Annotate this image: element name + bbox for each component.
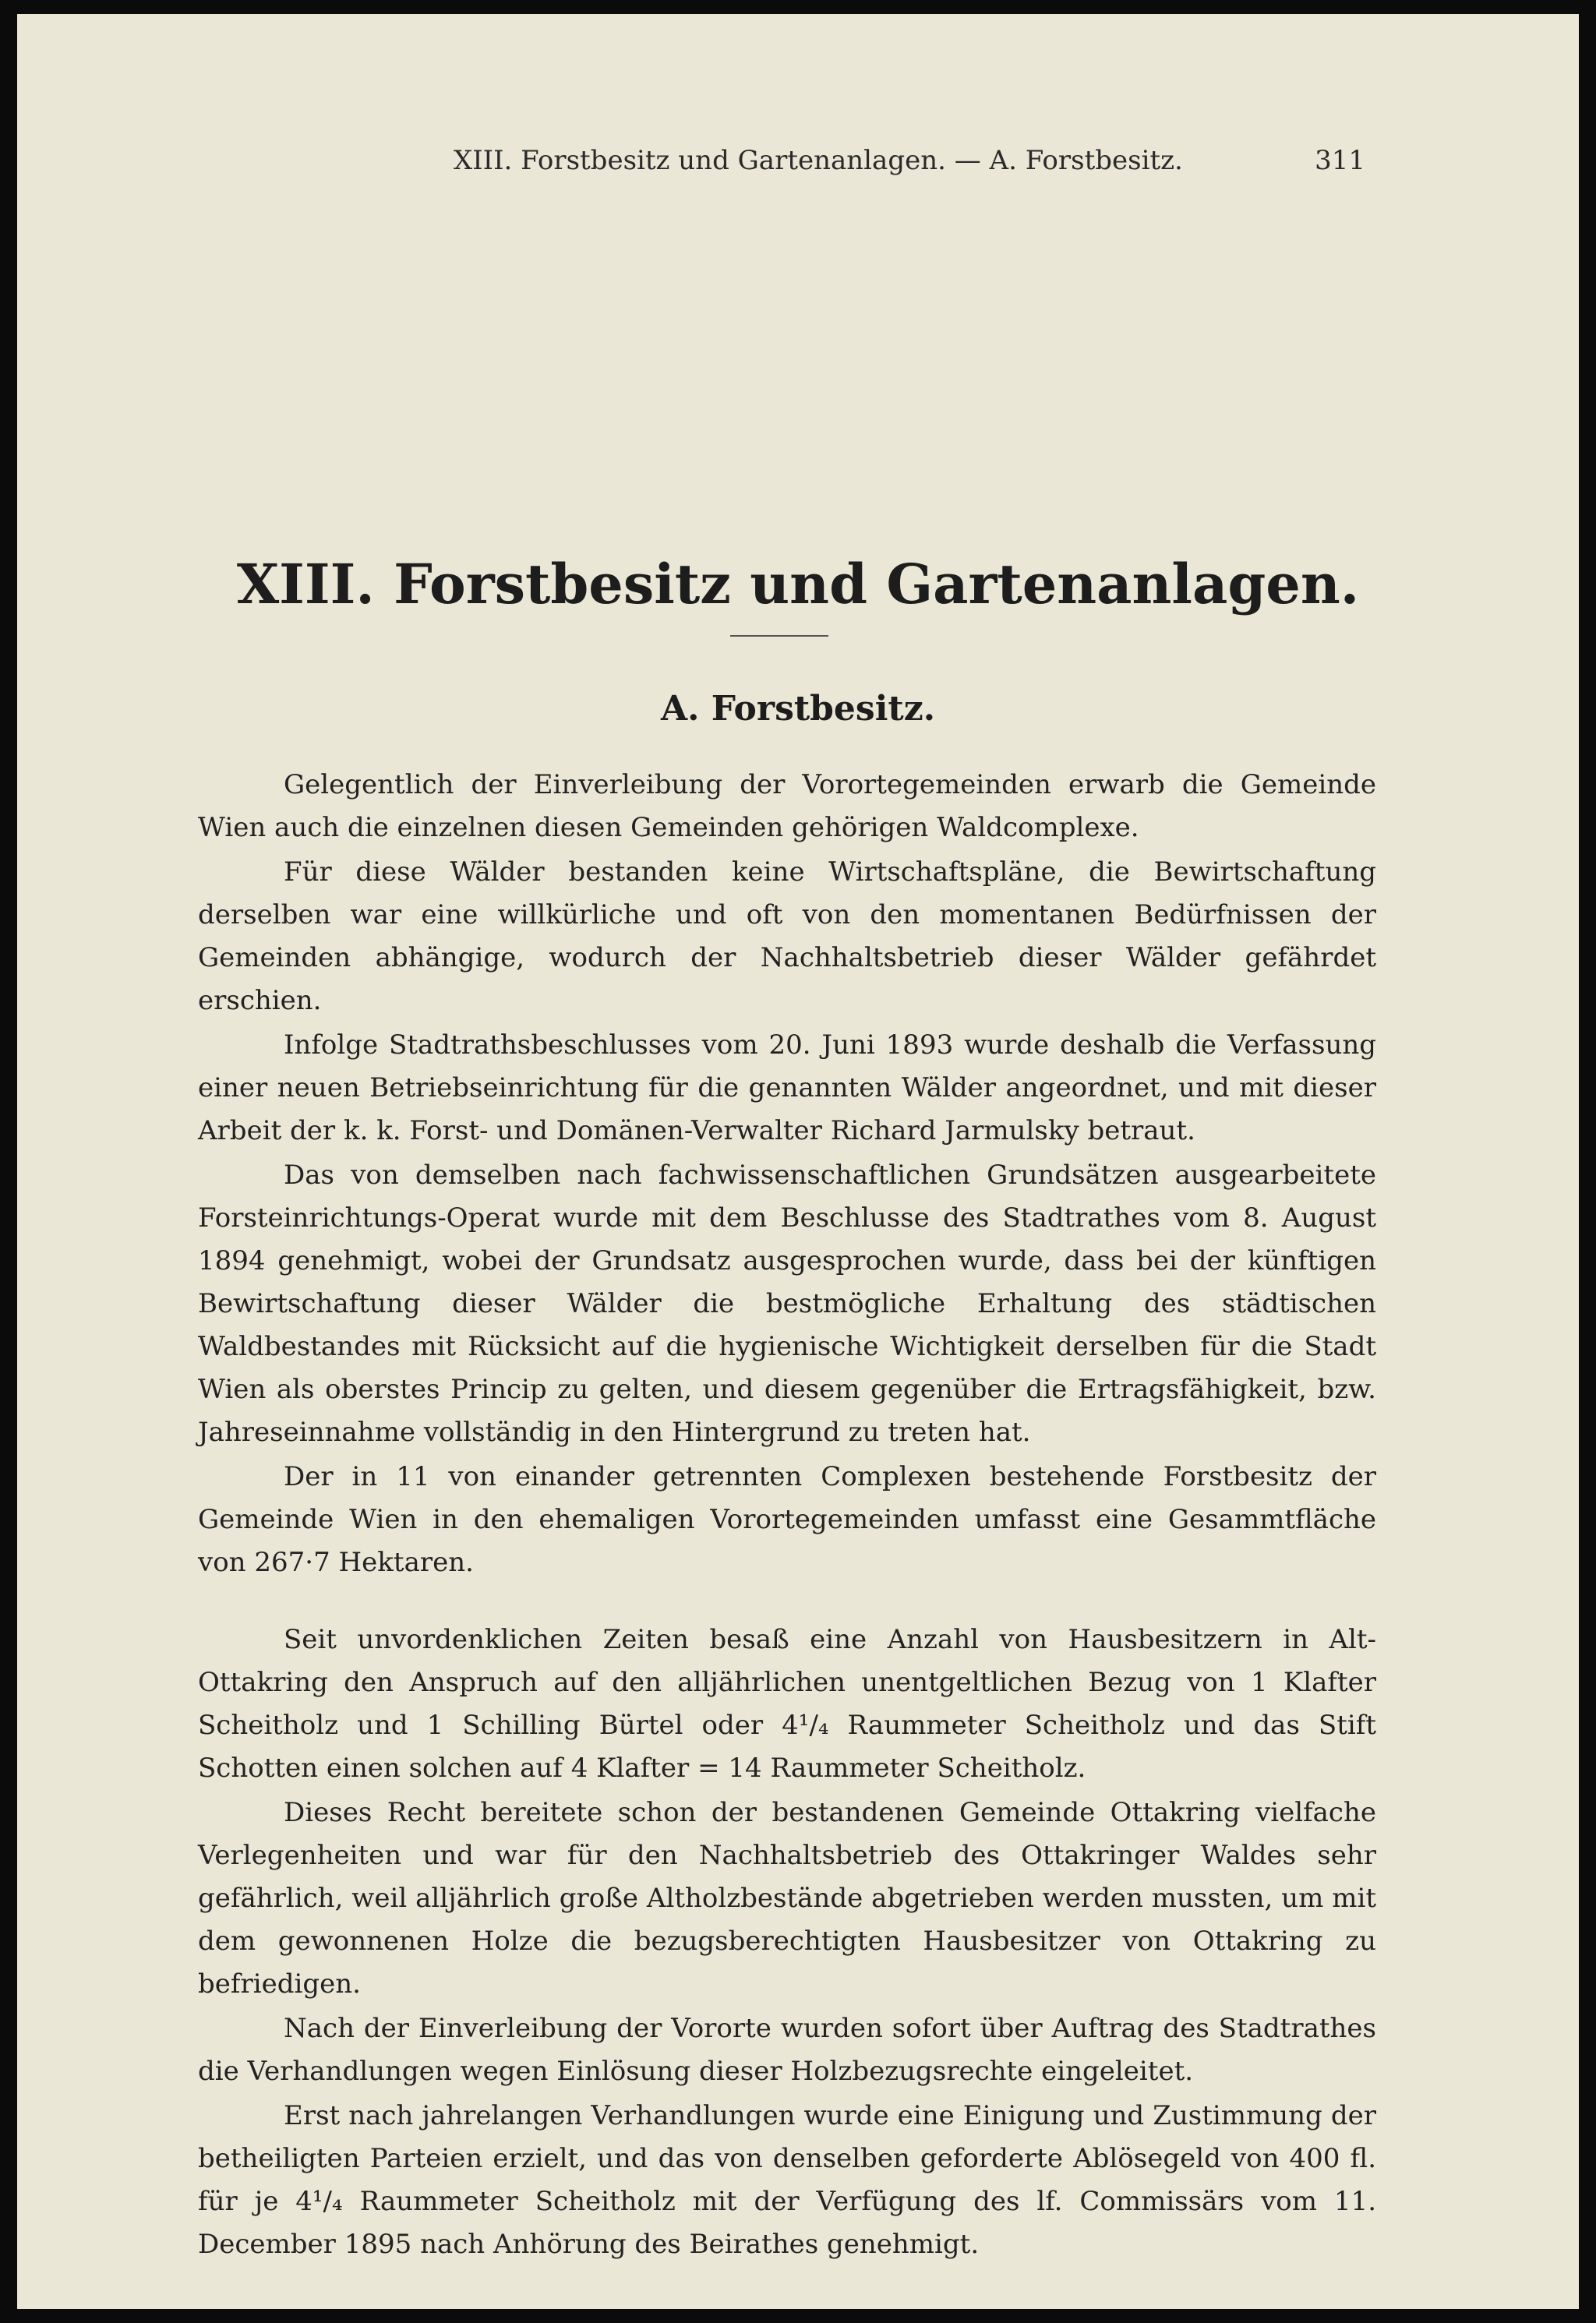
paragraph: Für diese Wälder bestanden keine Wirtschaftspläne, die Bewirtschaftung derselben war eine willkürliche und oft von den momentanen Bedürfnissen der Gemeinden abhängige, wodurch der Nachhaltsbetrieb dieser Wälder gefährdet erschien. bbox=[198, 856, 1376, 1016]
body-text bbox=[198, 764, 1376, 2268]
chapter-title: XIII. Forstbesitz und Gartenanlagen. bbox=[236, 552, 1360, 616]
paragraph: Seit unvordenklichen Zeiten besaß eine Anzahl von Hausbesitzern in Alt-Ottakring den Anspruch auf den alljährlichen unentgeltlichen Bezug von 1 Klafter Scheitholz und 1 Schilling Bürtel oder 4¹/₄ Raummeter Scheitholz und das Stift Schotten einen solchen auf 4 Klafter = 14 Raummeter Scheitholz. bbox=[198, 1624, 1376, 1784]
paragraph: Gelegentlich der Einverleibung der Vorortegemeinden erwarb die Gemeinde Wien auch die einzelnen diesen Gemeinden gehörigen Waldcomplexe. bbox=[198, 769, 1376, 843]
paragraph: Der in 11 von einander getrennten Complexen bestehende Forstbesitz der Gemeinde Wien in den ehemaligen Vorortegemeinden umfasst eine Gesammtfläche von 267·7 Hektaren. bbox=[198, 1461, 1376, 1578]
paragraph: Dieses Recht bereitete schon der bestandenen Gemeinde Ottakring vielfache Verlegenheiten und war für den Nachhaltsbetrieb des Ottakringer Waldes sehr gefährlich, weil alljährlich große Altholzbestände abgetrieben werden mussten, um mit dem gewonnenen Holze die bezugsberechtigten Hausbesitzer von Ottakring zu befriedigen. bbox=[198, 1797, 1376, 2000]
page-number: 311 bbox=[1315, 145, 1365, 176]
running-head-title: XIII. Forstbesitz und Gartenanlagen. — A. Forstbesitz. bbox=[454, 145, 1183, 176]
paragraph: Nach der Einverleibung der Vororte wurden sofort über Auftrag des Stadtrathes die Verhandlungen wegen Einlösung dieser Holzbezugsrechte eingeleitet. bbox=[198, 2013, 1376, 2087]
section-title: A. Forstbesitz. bbox=[660, 689, 936, 729]
paragraph: Das von demselben nach fachwissenschaftlichen Grundsätzen ausgearbeitete Forsteinrichtungs-Operat wurde mit dem Beschlusse des Stadtrathes vom 8. August 1894 genehmigt, wobei der Grundsatz ausgesprochen wurde, dass bei der künftigen Bewirtschaftung dieser Wälder die bestmögliche Erhaltung des städtischen Waldbestandes mit Rücksicht auf die hygienische Wichtigkeit derselben für die Stadt Wien als oberstes Princip zu gelten, und diesem gegenüber die Ertragsfähigkeit, bzw. Jahreseinnahme vollständig in den Hintergrund zu treten hat. bbox=[198, 1160, 1376, 1448]
title-divider bbox=[730, 635, 828, 637]
book-page bbox=[17, 14, 1579, 2309]
paragraph: Erst nach jahrelangen Verhandlungen wurde eine Einigung und Zustimmung der betheiligten Parteien erzielt, und das von denselben geforderte Ablösegeld von 400 fl. für je 4¹/₄ Raummeter Scheitholz mit der Verfügung des lf. Commissärs vom 11. December 1895 nach Anhörung des Beirathes genehmigt. bbox=[198, 2100, 1376, 2260]
paragraph: Infolge Stadtrathsbeschlusses vom 20. Juni 1893 wurde deshalb die Verfassung einer neuen Betriebseinrichtung für die genannten Wälder angeordnet, und mit dieser Arbeit der k. k. Forst- und Domänen-Verwalter Richard Jarmulsky betraut. bbox=[198, 1029, 1376, 1146]
